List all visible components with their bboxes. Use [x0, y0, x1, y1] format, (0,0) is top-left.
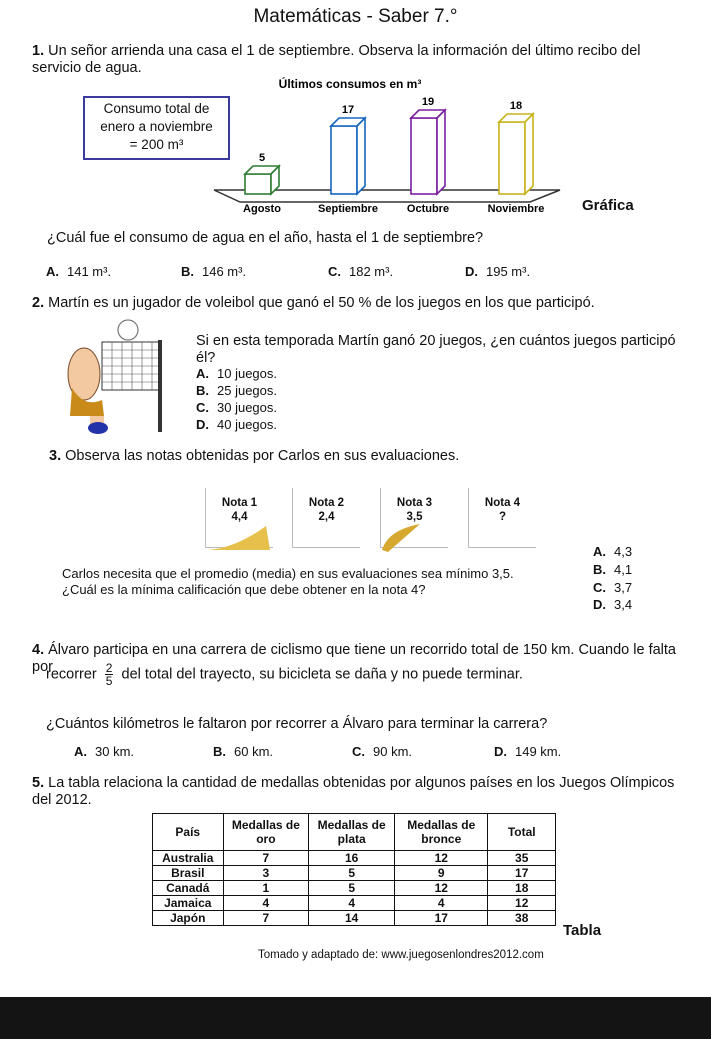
q4-option-c[interactable]: C. 90 km.	[352, 744, 413, 759]
q1-option-b[interactable]: B. 146 m³.	[181, 264, 247, 279]
medal-count-cell: 12	[395, 881, 488, 896]
bar-value-label: 17	[341, 104, 355, 116]
note-card-2: Nota 2 2,4	[292, 488, 360, 548]
q2-option-b[interactable]: B. 25 juegos.	[196, 383, 277, 398]
source-note: Tomado y adaptado de: www.juegosenlondres2012.com	[258, 949, 544, 961]
bar-noviembre	[499, 122, 525, 194]
bottom-bar	[0, 997, 711, 1039]
fraction-two-fifths: $\frac{2}{5}$	[105, 661, 113, 688]
medal-count-cell: 5	[309, 881, 395, 896]
question-2-statement	[32, 295, 692, 312]
bar-agosto	[245, 174, 271, 194]
table-row	[153, 866, 556, 881]
q2-option-d[interactable]: D. 40 juegos.	[196, 417, 277, 432]
category-label: Septiembre	[318, 203, 378, 215]
bar-value-label: 18	[509, 100, 523, 112]
q3-option-c[interactable]: C. 3,7	[593, 580, 633, 595]
country-cell: Canadá	[153, 881, 224, 896]
q3-option-b[interactable]: B. 4,1	[593, 562, 633, 577]
note-card-4: Nota 4 ?	[468, 488, 536, 548]
category-label: Octubre	[406, 203, 450, 215]
chart-title: Últimos consumos en m³	[278, 77, 422, 91]
note-card-curls	[200, 520, 560, 552]
category-label: Agosto	[243, 203, 281, 215]
q4-option-a[interactable]: A. 30 km.	[74, 744, 135, 759]
bar-side-octubre	[437, 110, 445, 194]
question-1-text: Un señor arrienda una casa el 1 de septiembre. Observa la información del último recibo del servicio de agua.	[32, 43, 641, 76]
question-3-number: 3.	[49, 448, 62, 464]
header-total: Total	[488, 814, 556, 851]
q1-option-a[interactable]: A. 141 m³.	[46, 264, 112, 279]
bar-octubre	[411, 118, 437, 194]
medal-count-cell: 4	[223, 896, 309, 911]
bar-septiembre	[331, 126, 357, 194]
medals-table	[152, 813, 556, 926]
page-title: Matemáticas - Saber 7.°	[253, 6, 458, 27]
chart-tag: Gráfica	[582, 197, 634, 214]
medal-count-cell: 7	[223, 911, 309, 926]
q3-option-a[interactable]: A. 4,3	[593, 544, 633, 559]
header-country: País	[153, 814, 224, 851]
medal-count-cell: 18	[488, 881, 556, 896]
question-1-prompt: ¿Cuál fue el consumo de agua en el año, hasta el 1 de septiembre?	[47, 230, 484, 246]
question-3-line-1: Carlos necesita que el promedio (media) en sus evaluaciones sea mínimo 3,5.	[62, 566, 514, 581]
medal-count-cell: 12	[488, 896, 556, 911]
country-cell: Japón	[153, 911, 224, 926]
note-card-3: Nota 3 3,5	[380, 488, 448, 548]
table-row	[153, 851, 556, 866]
q4-option-d[interactable]: D. 149 km.	[494, 744, 562, 759]
q1-option-d[interactable]: D. 195 m³.	[465, 264, 531, 279]
table-row	[153, 881, 556, 896]
question-2-text: Martín es un jugador de voleibol que ganó el 50 % de los juegos en los que participó.	[48, 295, 595, 311]
medal-count-cell: 38	[488, 911, 556, 926]
medal-count-cell: 9	[395, 866, 488, 881]
volleyball-illustration	[62, 318, 180, 436]
table-row	[153, 911, 556, 926]
bar-value-label: 5	[258, 152, 266, 164]
question-5-statement	[32, 775, 692, 809]
box-line-1: Consumo total de	[103, 101, 210, 116]
q2-option-a[interactable]: A. 10 juegos.	[196, 366, 277, 381]
bar-side-septiembre	[357, 118, 365, 194]
medal-count-cell: 17	[395, 911, 488, 926]
country-cell: Brasil	[153, 866, 224, 881]
medal-count-cell: 14	[309, 911, 395, 926]
question-3-text: Observa las notas obtenidas por Carlos en sus evaluaciones.	[65, 448, 460, 464]
q3-option-d[interactable]: D. 3,4	[593, 597, 633, 612]
country-cell: Jamaica	[153, 896, 224, 911]
medal-count-cell: 3	[223, 866, 309, 881]
question-5-number: 5.	[32, 775, 45, 791]
question-2-number: 2.	[32, 295, 45, 311]
question-1-number: 1.	[32, 43, 45, 59]
box-line-3: = 200 m³	[129, 137, 184, 152]
question-4-prompt: ¿Cuántos kilómetros le faltaron por recorrer a Álvaro para terminar la carrera?	[46, 716, 548, 732]
header-bronze: Medallas de bronce	[395, 814, 488, 851]
table-header-row	[153, 814, 556, 851]
medal-count-cell: 5	[309, 866, 395, 881]
question-5-text: La tabla relaciona la cantidad de medallas obtenidas por algunos países en los Juegos Olímpicos del 2012.	[32, 775, 675, 808]
table-tag: Tabla	[563, 922, 602, 939]
medal-count-cell: 17	[488, 866, 556, 881]
question-2-prompt: Si en esta temporada Martín ganó 20 juegos, ¿en cuántos juegos participó él?	[196, 333, 676, 366]
header-gold: Medallas de oro	[223, 814, 309, 851]
q2-option-c[interactable]: C. 30 juegos.	[196, 400, 277, 415]
medal-count-cell: 12	[395, 851, 488, 866]
table-row	[153, 896, 556, 911]
category-label: Noviembre	[487, 203, 545, 215]
bar-side-noviembre	[525, 114, 533, 194]
q1-option-c[interactable]: C. 182 m³.	[328, 264, 394, 279]
box-line-2: enero a noviembre	[100, 119, 213, 134]
medal-count-cell: 7	[223, 851, 309, 866]
q4-option-b[interactable]: B. 60 km.	[213, 744, 274, 759]
question-4-number: 4.	[32, 642, 45, 658]
question-3-line-2: ¿Cuál es la mínima calificación que debe obtener en la nota 4?	[62, 582, 426, 597]
medal-count-cell: 35	[488, 851, 556, 866]
consumption-chart	[200, 72, 580, 222]
question-3-statement	[49, 448, 689, 465]
medal-count-cell: 4	[309, 896, 395, 911]
country-cell: Australia	[153, 851, 224, 866]
header-silver: Medallas de plata	[309, 814, 395, 851]
medal-count-cell: 4	[395, 896, 488, 911]
question-4-text: Álvaro participa en una carrera de ciclismo que tiene un recorrido total de 150 km. Cuando le falta por	[32, 642, 677, 675]
bar-value-label: 19	[421, 96, 435, 108]
medal-count-cell: 16	[309, 851, 395, 866]
medal-count-cell: 1	[223, 881, 309, 896]
question-4-line-2: recorrer $\frac{2}{5}$ del total del trayecto, su bicicleta se daña y no puede terminar.	[46, 661, 523, 688]
note-card-1: Nota 1 4,4	[205, 488, 273, 548]
